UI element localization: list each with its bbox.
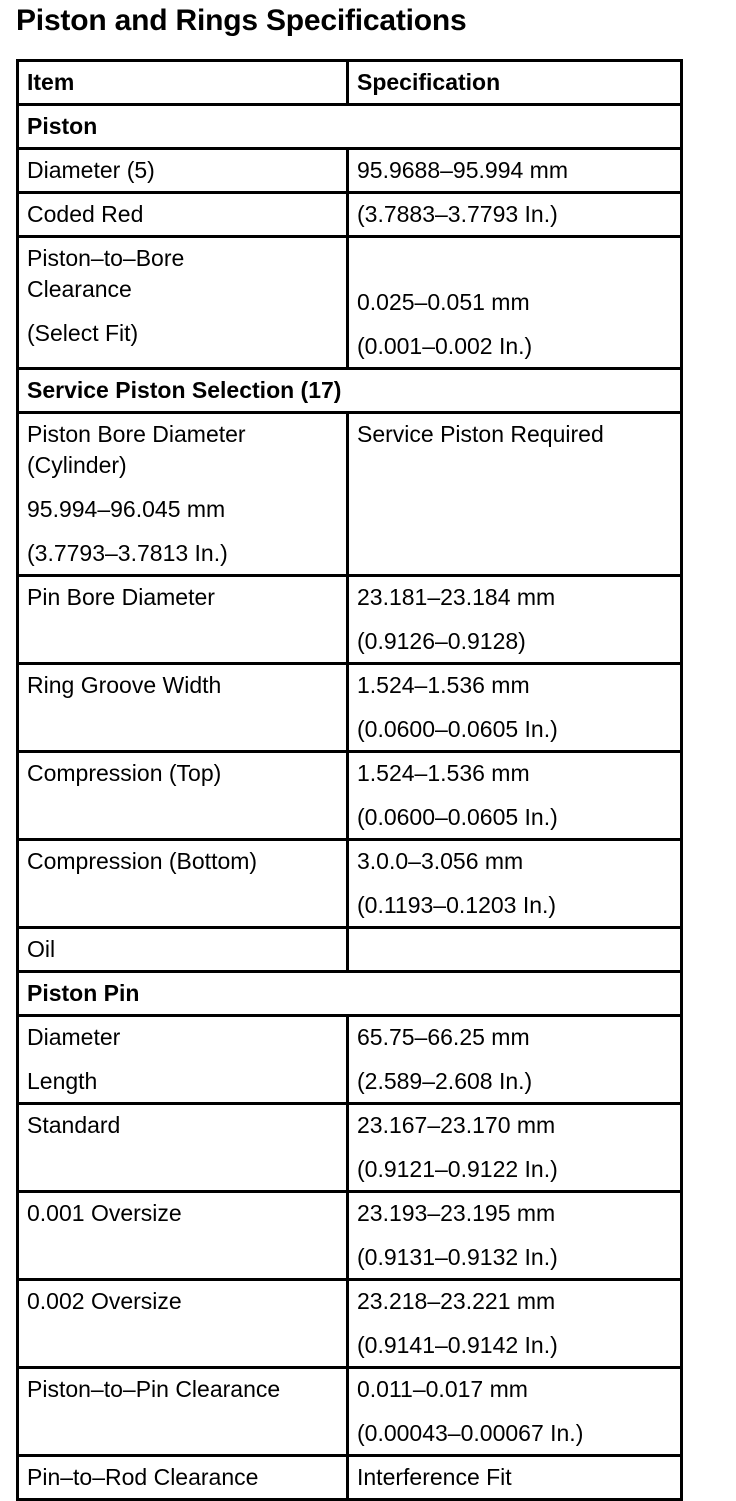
specification-text: 23.193–23.195 mm [357,1200,556,1226]
item-cell [18,193,348,237]
item-text: 0.001 Oversize [27,1200,182,1226]
table-row [18,1192,682,1280]
table-row [18,1104,682,1192]
item-text: (Select Fit) [27,320,139,346]
specification-cell [348,576,682,664]
table-row [18,576,682,664]
item-cell [18,1104,348,1192]
specification-text: (3.7883–3.7793 In.) [357,201,558,227]
item-cell [18,664,348,752]
item-cell [18,1280,348,1368]
item-text: (Cylinder) [27,452,127,478]
table-row [18,1368,682,1456]
item-text: Ring Groove Width [27,672,222,698]
item-cell [18,840,348,928]
specification-text: 65.75–66.25 mm [357,1024,530,1050]
table-row [18,840,682,928]
item-cell [18,1368,348,1456]
item-cell [18,576,348,664]
specification-text: 3.0.0–3.056 mm [357,848,524,874]
section-row [18,369,682,413]
table-row [18,664,682,752]
item-text: 0.002 Oversize [27,1288,182,1314]
item-text: Pin Bore Diameter [27,584,215,610]
item-cell [18,237,348,369]
section-heading: Piston Pin [18,972,682,1016]
item-text: 95.994–96.045 mm [27,496,226,522]
item-text: Compression (Top) [27,760,222,786]
specification-text [357,243,672,274]
specification-cell [348,928,682,972]
specification-cell [348,193,682,237]
item-text: Clearance [27,276,132,302]
table-row [18,149,682,193]
item-cell [18,1016,348,1104]
specification-cell [348,1280,682,1368]
section-row [18,105,682,149]
specification-text: 23.167–23.170 mm [357,1112,556,1138]
item-cell [18,1192,348,1280]
item-text: Standard [27,1112,121,1138]
specification-text: 1.524–1.536 mm [357,672,530,698]
specification-text: (2.589–2.608 In.) [357,1068,533,1094]
specification-text [357,934,672,965]
item-text: Diameter (5) [27,157,155,183]
item-text: Diameter [27,1024,121,1050]
specification-text: 23.218–23.221 mm [357,1288,556,1314]
specification-cell [348,752,682,840]
section-heading: Service Piston Selection (17) [18,369,682,413]
table-row [18,193,682,237]
specification-text: 0.011–0.017 mm [357,1376,528,1402]
item-text: Pin–to–Rod Clearance [27,1464,259,1490]
item-text: Compression (Bottom) [27,848,258,874]
item-text: (3.7793–3.7813 In.) [27,540,228,566]
specification-cell [348,413,682,576]
specification-text: (0.9131–0.9132 In.) [357,1244,558,1270]
specification-text: (0.1193–0.1203 In.) [357,892,557,918]
specification-cell [348,1456,682,1500]
table-row [18,752,682,840]
section-row [18,972,682,1016]
item-cell [18,928,348,972]
specification-text: (0.00043–0.00067 In.) [357,1420,584,1446]
table-row [18,1016,682,1104]
specification-text: 95.9688–95.994 mm [357,157,568,183]
spec-table-body [18,105,682,1500]
specification-cell [348,1192,682,1280]
specification-text: (0.0600–0.0605 In.) [357,804,558,830]
table-row [18,237,682,369]
item-text: Coded Red [27,201,144,227]
specification-text: (0.9126–0.9128) [357,628,526,654]
section-heading: Piston [18,105,682,149]
header-row [18,61,682,105]
spec-table [16,59,683,1501]
specification-cell [348,664,682,752]
table-row [18,1280,682,1368]
item-cell [18,752,348,840]
column-header-specification: Specification [348,61,682,105]
item-text: Piston Bore Diameter [27,421,246,447]
item-text: Piston–to–Bore [27,245,185,271]
specification-text: 0.025–0.051 mm [357,289,530,315]
item-text: Oil [27,936,56,962]
item-cell [18,413,348,576]
table-row [18,928,682,972]
specification-text: (0.001–0.002 In.) [357,333,533,359]
specification-cell [348,1016,682,1104]
specification-cell [348,1104,682,1192]
specification-text: Interference Fit [357,1464,512,1490]
column-header-item: Item [18,61,348,105]
item-text: Piston–to–Pin Clearance [27,1376,281,1402]
page-title: Piston and Rings Specifications [16,4,467,37]
specification-text: 1.524–1.536 mm [357,760,530,786]
table-row [18,1456,682,1500]
specification-text: (0.9141–0.9142 In.) [357,1332,558,1358]
item-text: Length [27,1068,98,1094]
table-row [18,413,682,576]
item-cell [18,149,348,193]
specification-cell [348,149,682,193]
specification-text: 23.181–23.184 mm [357,584,556,610]
specification-text: (0.0600–0.0605 In.) [357,716,558,742]
specification-text: Service Piston Required [357,421,604,447]
specification-cell [348,237,682,369]
item-cell [18,1456,348,1500]
specification-text: (0.9121–0.9122 In.) [357,1156,558,1182]
specification-cell [348,840,682,928]
specification-cell [348,1368,682,1456]
